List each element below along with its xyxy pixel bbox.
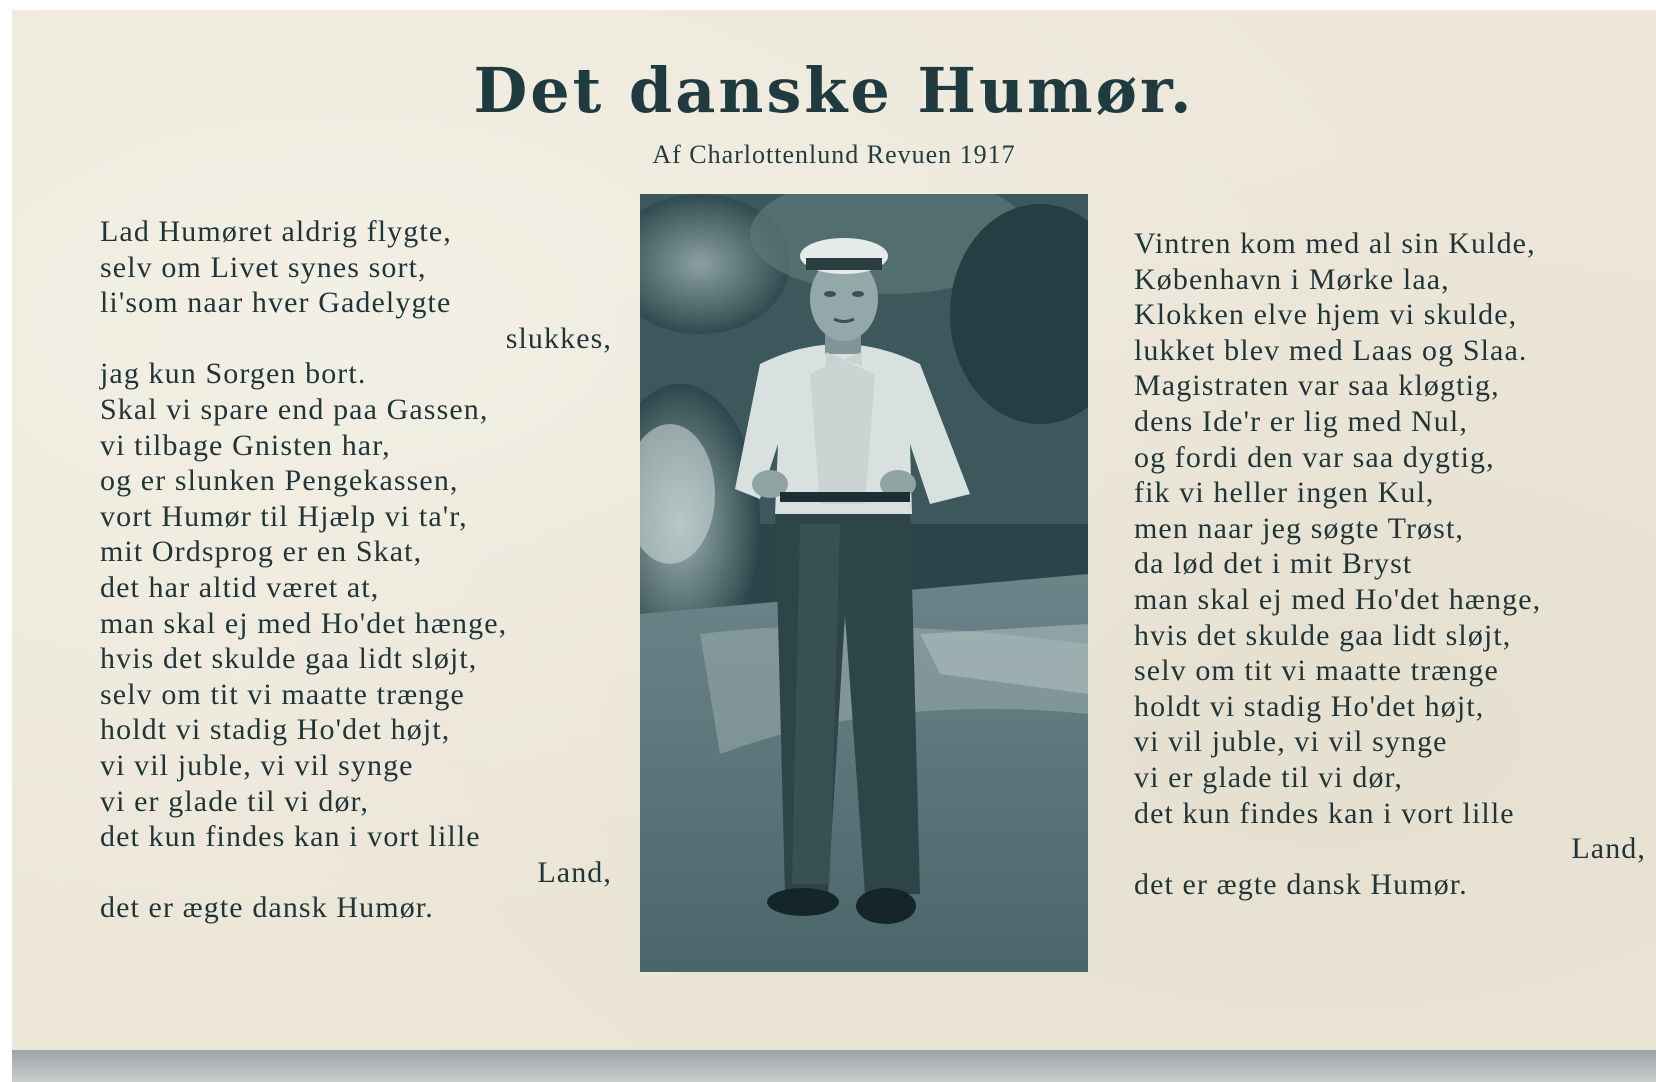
scan-edge <box>12 1050 1656 1082</box>
verse-right <box>1134 226 1654 902</box>
verse-line: det har altid været at, <box>100 570 380 604</box>
verse-line: og er slunken Pengekassen, <box>100 464 459 498</box>
verse-line: holdt vi stadig Ho'det højt, <box>100 713 451 747</box>
verse-line: man skal ej med Ho'det hænge, <box>100 606 508 640</box>
verse-line: vi er glade til vi dør, <box>100 784 370 818</box>
verse-line: dens Ide'r er lig med Nul, <box>1134 404 1468 438</box>
verse-line: Skal vi spare end paa Gassen, <box>100 392 489 426</box>
verse-line: vort Humør til Hjælp vi ta'r, <box>100 499 468 533</box>
verse-line: lukket blev med Laas og Slaa. <box>1134 333 1528 367</box>
verse-line: fik vi heller ingen Kul, <box>1134 476 1435 510</box>
verse-line: man skal ej med Ho'det hænge, <box>1134 582 1542 616</box>
verse-line: Lad Humøret aldrig flygte, <box>100 215 452 248</box>
verse-line: vi vil juble, vi vil synge <box>1134 725 1448 759</box>
verse-line: slukkes, <box>505 321 612 355</box>
verse-line: det kun findes kan i vort lille <box>100 820 481 854</box>
portrait-illustration <box>640 194 1088 972</box>
verse-line: vi vil juble, vi vil synge <box>100 748 414 782</box>
verse-line: jag kun Sorgen bort. <box>100 357 367 391</box>
verse-line: Magistraten var saa kløgtig, <box>1134 369 1500 403</box>
verse-line: da lød det i mit Bryst <box>1134 547 1413 581</box>
verse-line: det er ægte dansk Humør. <box>100 891 434 925</box>
verse-line: Land, <box>537 855 612 889</box>
verse-line: men naar jeg søgte Trøst, <box>1134 511 1464 545</box>
verse-line: vi tilbage Gnisten har, <box>100 428 391 462</box>
postcard-subtitle: Af Charlottenlund Revuen 1917 <box>652 140 1016 169</box>
verse-line: mit Ordsprog er en Skat, <box>100 535 423 569</box>
verse-line: li'som naar hver Gadelygte <box>100 286 452 320</box>
verse-line: det kun findes kan i vort lille <box>1134 796 1515 830</box>
verse-line: Land, <box>1571 832 1646 866</box>
verse-left <box>100 214 620 926</box>
verse-line: hvis det skulde gaa lidt sløjt, <box>100 642 478 676</box>
verse-line: og fordi den var saa dygtig, <box>1134 440 1495 474</box>
verse-line: Vintren kom med al sin Kulde, <box>1134 227 1536 260</box>
postcard-title: Det danske Humør. <box>473 54 1195 127</box>
verse-line: hvis det skulde gaa lidt sløjt, <box>1134 618 1512 652</box>
verse-line: selv om tit vi maatte trænge <box>100 677 465 711</box>
verse-line: Klokken elve hjem vi skulde, <box>1134 298 1518 332</box>
verse-line: holdt vi stadig Ho'det højt, <box>1134 689 1485 723</box>
verse-line: København i Mørke laa, <box>1134 262 1450 296</box>
postcard <box>12 10 1656 1050</box>
verse-line: det er ægte dansk Humør. <box>1134 867 1468 901</box>
verse-line: selv om Livet synes sort, <box>100 250 427 284</box>
portrait-photo <box>640 194 1088 972</box>
verse-line: selv om tit vi maatte trænge <box>1134 654 1499 688</box>
verse-line: vi er glade til vi dør, <box>1134 760 1404 794</box>
